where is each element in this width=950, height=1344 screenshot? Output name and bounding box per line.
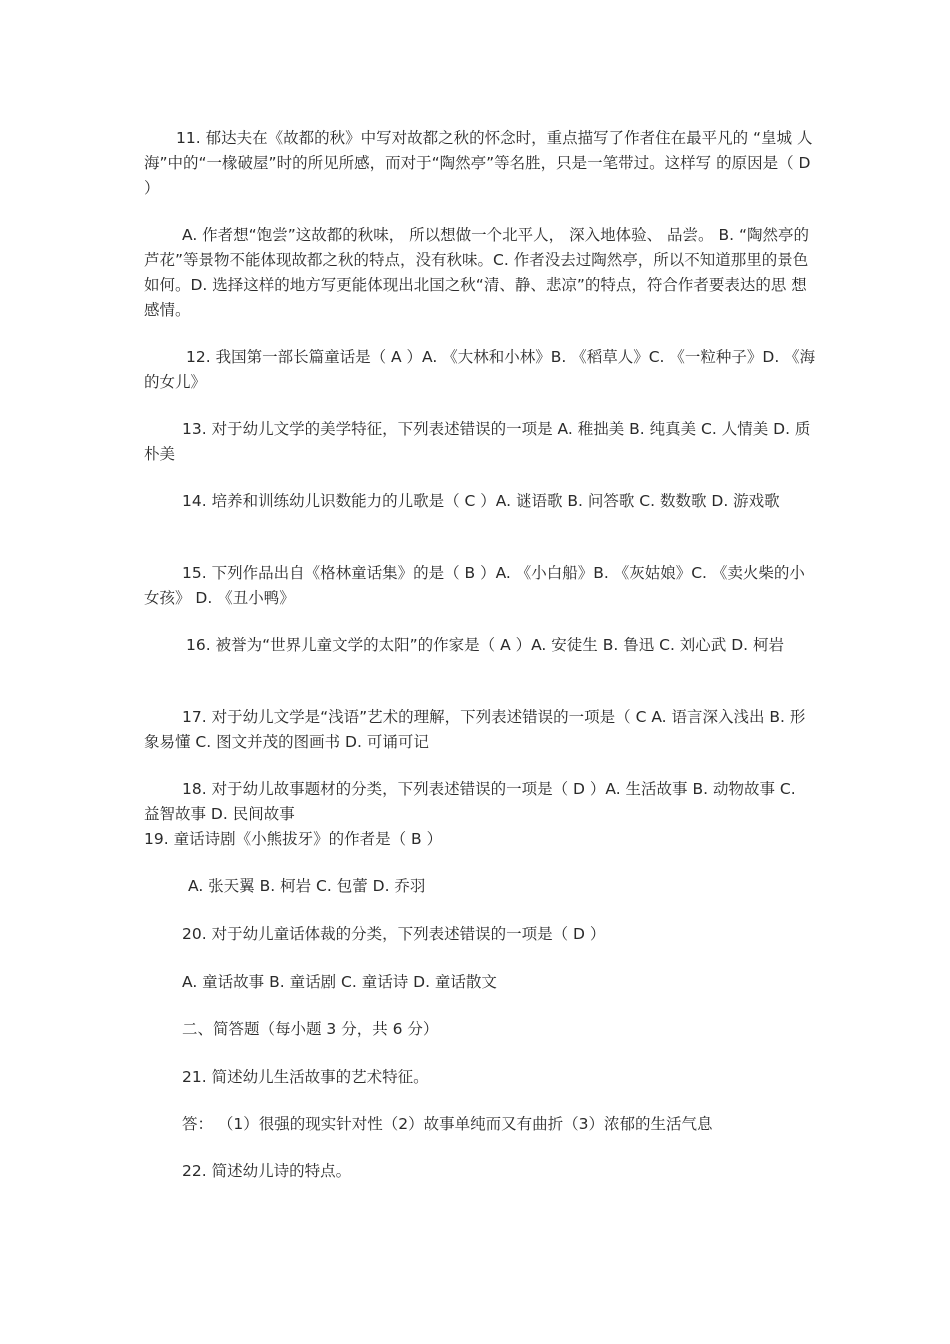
question-16-text: 16. 被誉为“世界儿童文学的太阳”的作家是（ A ）A. 安徒生 B. 鲁迅 C. 刘心武 D. 柯岩 xyxy=(186,636,785,654)
question-22-stem: 22. 简述幼儿诗的特点。 xyxy=(182,1162,352,1180)
question-11-stem xyxy=(144,126,816,201)
section-2-heading: 二、简答题（每小题 3 分，共 6 分） xyxy=(182,1020,439,1038)
question-20-stem: 20. 对于幼儿童话体裁的分类，下列表述错误的一项是（ D ） xyxy=(182,925,606,943)
question-19-options: A. 张天翼 B. 柯岩 C. 包蕾 D. 乔羽 xyxy=(188,877,426,895)
question-21-answer: 答： （1）很强的现实针对性（2）故事单纯而又有曲折（3）浓郁的生活气息 xyxy=(182,1115,713,1133)
question-11-options xyxy=(144,223,816,323)
question-11-options-text: A. 作者想“饱尝”这故都的秋味， 所以想做一个北平人， 深入地体验、 品尝。 B. “陶然亭的芦花”等景物不能体现故都之秋的特点，没有秋味。C. 作者没去过陶然亭，所以不知道那里的景色如何。D. 选择这样的地方写更能体现出北国之秋“清、静、悲凉”的特点，符合作者要表达的思 想感情。 xyxy=(144,226,809,319)
question-17-text: 17. 对于幼儿文学是“浅语”艺术的理解，下列表述错误的一项是（ C A. 语言深入浅出 B. 形象易懂 C. 图文并茂的图画书 D. 可诵可记 xyxy=(144,708,806,751)
question-16 xyxy=(144,633,816,658)
question-11-stem-text: 11. 郁达夫在《故都的秋》中写对故都之秋的怀念时，重点描写了作者住在最平凡的 “皇城 人海”中的“一椽破屋”时的所见所感，而对于“陶然亭”等名胜，只是一笔带过。这样写 的原因是（ D ） xyxy=(144,129,813,197)
question-14-text: 14. 培养和训练幼儿识数能力的儿歌是（ C ）A. 谜语歌 B. 问答歌 C. 数数歌 D. 游戏歌 xyxy=(182,492,780,510)
question-19-stem: 19. 童话诗剧《小熊拔牙》的作者是（ B ） xyxy=(144,830,443,848)
question-17 xyxy=(144,705,816,755)
question-12 xyxy=(144,345,816,395)
question-13-text: 13. 对于幼儿文学的美学特征，下列表述错误的一项是 A. 稚拙美 B. 纯真美 C. 人情美 D. 质朴美 xyxy=(144,420,811,463)
question-13 xyxy=(144,417,816,467)
question-14 xyxy=(144,489,816,514)
question-18-text: 18. 对于幼儿故事题材的分类，下列表述错误的一项是（ D ）A. 生活故事 B. 动物故事 C. 益智故事 D. 民间故事 xyxy=(144,780,796,823)
question-12-text: 12. 我国第一部长篇童话是（ A ）A. 《大林和小林》B. 《稻草人》C. 《一粒种子》D. 《海的女儿》 xyxy=(144,348,816,391)
question-21-stem: 21. 简述幼儿生活故事的艺术特征。 xyxy=(182,1068,429,1086)
question-18 xyxy=(144,777,816,827)
question-15 xyxy=(144,561,816,611)
question-20-options: A. 童话故事 B. 童话剧 C. 童话诗 D. 童话散文 xyxy=(182,973,497,991)
question-15-text: 15. 下列作品出自《格林童话集》的是（ B ）A. 《小白船》B. 《灰姑娘》C. 《卖火柴的小女孩》 D. 《丑小鸭》 xyxy=(144,564,805,607)
